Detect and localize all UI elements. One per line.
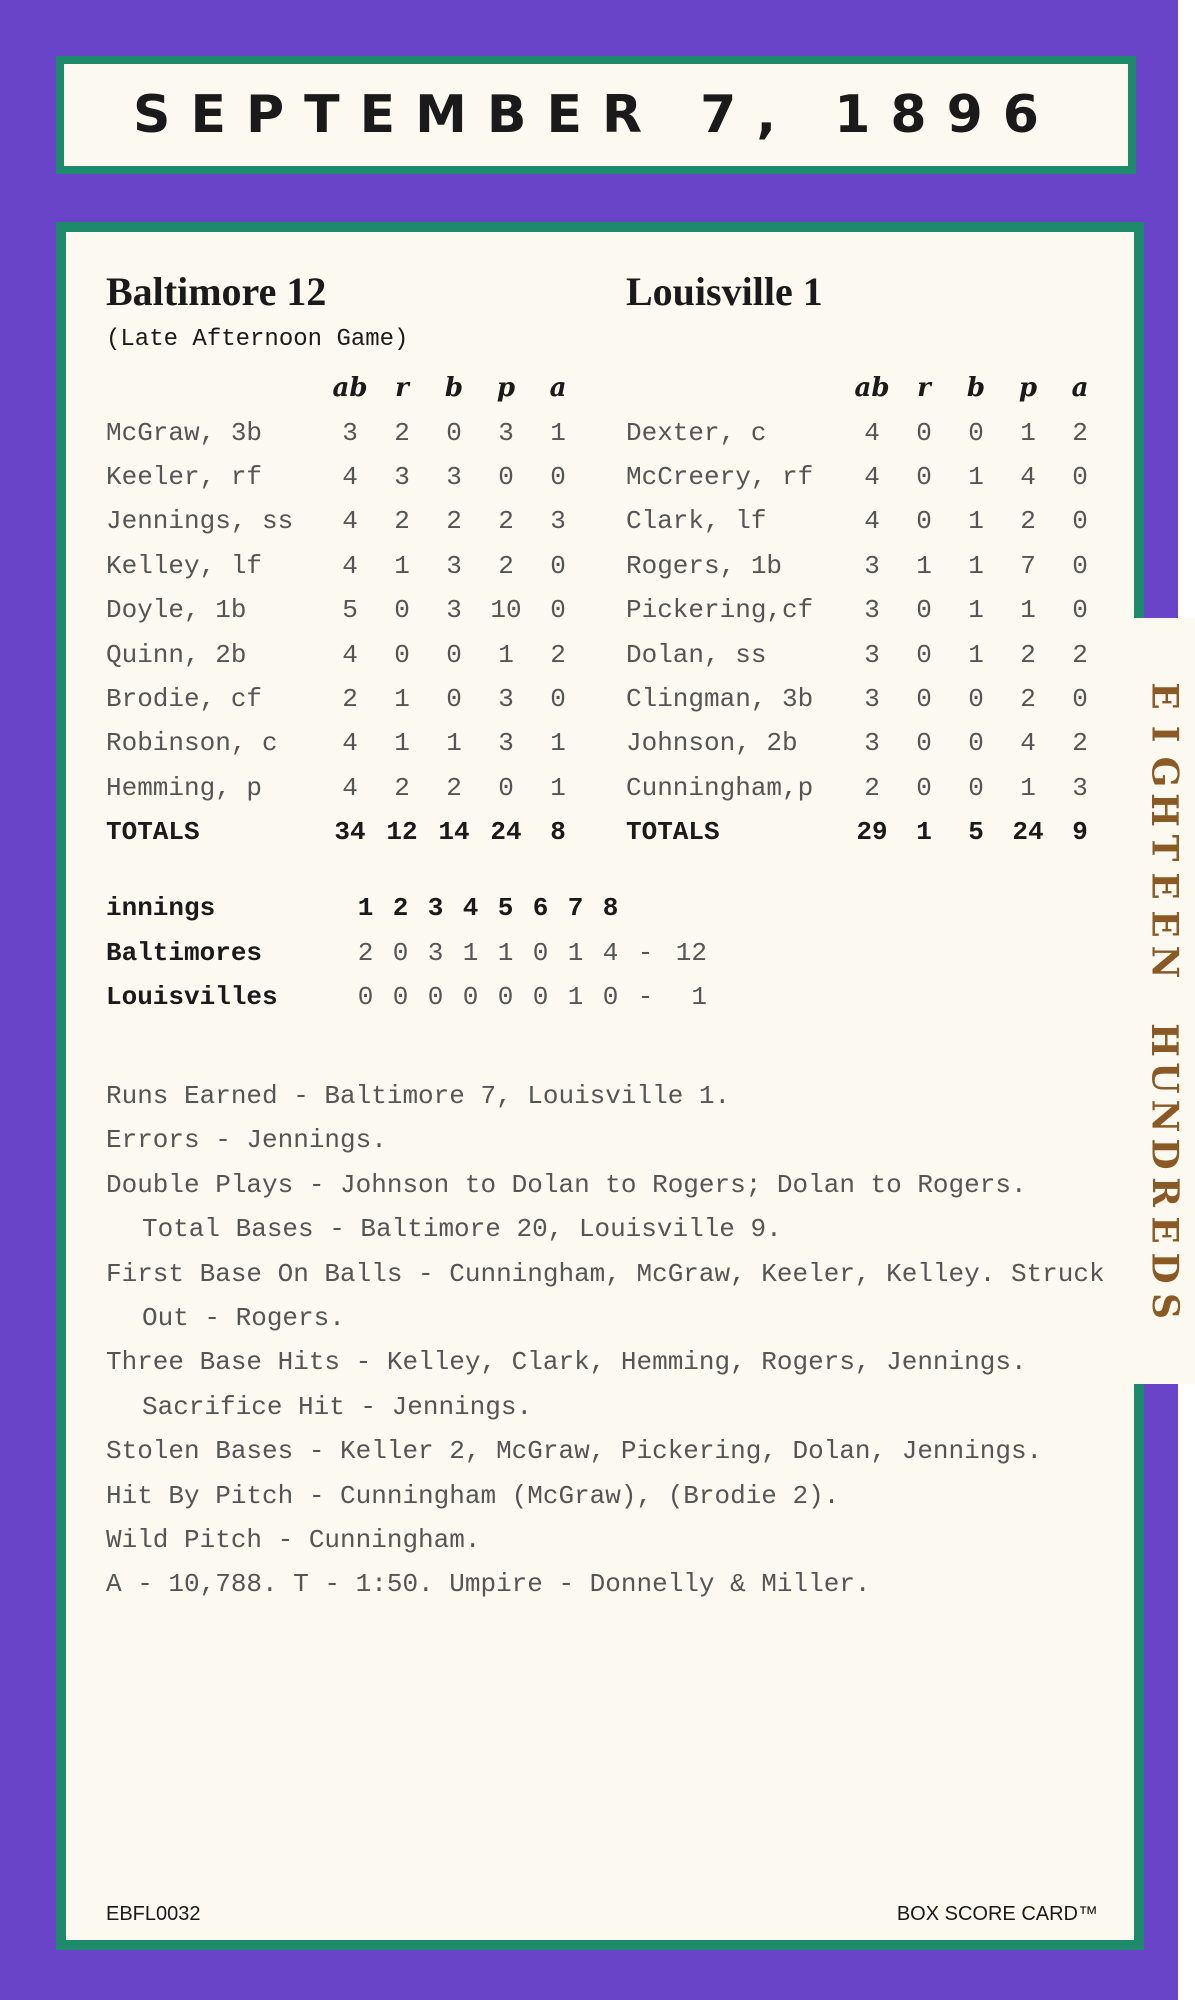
player-stat: 1 <box>394 728 410 759</box>
player-name: Robinson, c <box>106 728 278 759</box>
header-panel <box>64 64 1128 166</box>
player-stat: 7 <box>1020 550 1036 581</box>
inning-number: 7 <box>567 893 584 924</box>
player-stat: 0 <box>394 639 410 670</box>
inning-runs: 3 <box>427 937 444 968</box>
player-row <box>626 588 1106 632</box>
side-tab-letter: N <box>1143 1099 1186 1133</box>
side-tab-letter: E <box>1143 872 1186 900</box>
player-stat: 0 <box>1072 595 1088 626</box>
totals-label: TOTALS <box>626 817 720 848</box>
main-panel <box>66 232 1134 1940</box>
player-row <box>626 632 1106 676</box>
player-stat: 0 <box>916 417 932 448</box>
player-name: Dexter, c <box>626 417 767 448</box>
totals-stat: 9 <box>1072 817 1088 848</box>
player-name: Pickering,cf <box>626 595 814 626</box>
player-stat: 3 <box>498 728 514 759</box>
away-col-ab: ab <box>854 373 890 404</box>
home-team-name: Baltimore 12 <box>106 269 327 314</box>
player-stat: 1 <box>916 550 932 581</box>
inning-number: 2 <box>392 893 409 924</box>
away-col-a: a <box>1071 373 1089 404</box>
player-stat: 0 <box>968 728 984 759</box>
inning-runs: 0 <box>497 981 514 1012</box>
inning-runs: 0 <box>532 937 549 968</box>
player-stat: 1 <box>968 461 984 492</box>
totals-stat: 24 <box>490 817 522 848</box>
note-line: Stolen Bases - Keller 2, McGraw, Pickering, Dolan, Jennings. <box>106 1436 1043 1467</box>
note-line: Errors - Jennings. <box>106 1125 387 1156</box>
inning-runs: 0 <box>392 937 409 968</box>
player-name: Rogers, 1b <box>626 550 783 581</box>
player-stat: 0 <box>394 595 410 626</box>
totals-stat: 1 <box>916 817 932 848</box>
player-stat: 3 <box>864 728 880 759</box>
player-stat: 1 <box>550 417 566 448</box>
note-line: Three Base Hits - Kelley, Clark, Hemming, Rogers, Jennings. Sacrifice Hit - Jennings. <box>106 1347 1027 1422</box>
note-line: Wild Pitch - Cunningham. <box>106 1525 481 1556</box>
side-tab-letter: E <box>1143 910 1186 938</box>
player-stat: 0 <box>916 772 932 803</box>
side-tab-letter: D <box>1143 1138 1186 1170</box>
inning-number: 1 <box>357 893 374 924</box>
player-stat: 4 <box>342 728 358 759</box>
totals-stat: 5 <box>968 817 984 848</box>
player-stat: 3 <box>446 595 462 626</box>
away-col-p: p <box>1018 373 1038 404</box>
player-stat: 2 <box>1020 506 1036 537</box>
card-code: EBFL0032 <box>106 1903 201 1925</box>
side-tab-letter: N <box>1143 945 1186 979</box>
player-stat: 1 <box>394 550 410 581</box>
game-subtitle: (Late Afternoon Game) <box>106 326 409 353</box>
totals-stat: 34 <box>334 817 366 848</box>
player-stat: 5 <box>342 595 358 626</box>
player-stat: 0 <box>550 683 566 714</box>
player-row <box>626 410 1106 454</box>
player-stat: 3 <box>864 639 880 670</box>
player-stat: 0 <box>968 417 984 448</box>
inning-runs: 0 <box>427 981 444 1012</box>
player-stat: 2 <box>446 772 462 803</box>
totals-stat: 8 <box>550 817 566 848</box>
linescore-team: Baltimores <box>106 937 263 968</box>
player-stat: 3 <box>864 550 880 581</box>
player-stat: 3 <box>864 595 880 626</box>
home-col-r: r <box>395 373 409 404</box>
player-stat: 0 <box>916 683 932 714</box>
inning-runs: 2 <box>357 937 374 968</box>
player-stat: 0 <box>916 639 932 670</box>
player-stat: 1 <box>394 683 410 714</box>
note-line: Hit By Pitch - Cunningham (McGraw), (Brodie 2). <box>106 1480 840 1511</box>
inning-runs: 0 <box>602 981 619 1012</box>
note-line: First Base On Balls - Cunningham, McGraw, Keeler, Kelley. Struck Out - Rogers. <box>106 1258 1105 1334</box>
side-tab-letter: E <box>1143 682 1186 710</box>
home-col-b: b <box>444 373 464 404</box>
side-tab-letter: H <box>1143 1022 1186 1058</box>
totals-stat: 29 <box>856 817 888 848</box>
player-name: Jennings, ss <box>106 506 294 537</box>
away-box-table <box>626 366 1106 854</box>
linescore-team: Louisvilles <box>106 981 278 1012</box>
player-stat: 0 <box>446 417 462 448</box>
player-stat: 4 <box>864 461 880 492</box>
totals-row <box>106 810 584 854</box>
player-stat: 3 <box>394 461 410 492</box>
player-stat: 0 <box>916 595 932 626</box>
player-stat: 3 <box>342 417 358 448</box>
player-name: Hemming, p <box>106 772 263 803</box>
player-stat: 2 <box>394 772 410 803</box>
home-col-p: p <box>496 373 516 404</box>
side-tab-letter: R <box>1143 1177 1186 1207</box>
player-stat: 0 <box>498 461 514 492</box>
side-tab-letter: H <box>1143 792 1186 828</box>
player-stat: 2 <box>394 506 410 537</box>
player-stat: 1 <box>968 639 984 670</box>
away-col-r: r <box>917 373 931 404</box>
inning-number: 3 <box>427 893 444 924</box>
side-tab-letter: G <box>1143 756 1186 788</box>
totals-row <box>626 810 1106 854</box>
inning-runs: 0 <box>462 981 479 1012</box>
player-row <box>106 455 584 499</box>
home-col-a: a <box>549 373 567 404</box>
player-stat: 0 <box>1072 461 1088 492</box>
linescore-dash: - <box>637 937 654 968</box>
player-stat: 2 <box>1072 417 1088 448</box>
player-stat: 1 <box>550 772 566 803</box>
linescore-row <box>106 930 707 974</box>
player-stat: 2 <box>550 639 566 670</box>
player-stat: 0 <box>550 595 566 626</box>
player-name: Clingman, 3b <box>626 683 814 714</box>
player-stat: 1 <box>1020 417 1036 448</box>
side-tab-letter: I <box>1143 725 1186 743</box>
inning-runs: 4 <box>602 937 619 968</box>
player-stat: 4 <box>864 417 880 448</box>
player-stat: 1 <box>498 639 514 670</box>
player-stat: 4 <box>864 506 880 537</box>
player-stat: 3 <box>864 683 880 714</box>
away-col-b: b <box>966 373 986 404</box>
main-frame <box>56 222 1144 1950</box>
player-stat: 1 <box>968 595 984 626</box>
player-stat: 2 <box>864 772 880 803</box>
inning-number: 5 <box>497 893 514 924</box>
player-stat: 3 <box>550 506 566 537</box>
player-name: McCreery, rf <box>626 461 814 492</box>
player-stat: 1 <box>1020 595 1036 626</box>
side-tab-letter: E <box>1143 1216 1186 1244</box>
home-box-table <box>106 366 584 854</box>
side-tab-letter: T <box>1143 834 1186 862</box>
home-header-row <box>106 366 584 410</box>
player-stat: 3 <box>498 683 514 714</box>
player-row <box>626 721 1106 765</box>
inning-runs: 0 <box>392 981 409 1012</box>
player-stat: 4 <box>342 639 358 670</box>
innings-header-row <box>106 886 707 930</box>
side-tab-letter: S <box>1143 1293 1186 1319</box>
innings-label: innings <box>106 893 216 924</box>
player-stat: 1 <box>446 728 462 759</box>
game-notes <box>106 1074 1106 1607</box>
player-stat: 2 <box>1072 639 1088 670</box>
player-name: Brodie, cf <box>106 683 263 714</box>
player-row <box>106 588 584 632</box>
player-stat: 2 <box>498 506 514 537</box>
player-stat: 1 <box>968 550 984 581</box>
player-stat: 4 <box>1020 728 1036 759</box>
player-row <box>106 677 584 721</box>
player-name: Cunningham,p <box>626 772 814 803</box>
side-tab-letter: U <box>1143 1062 1186 1094</box>
player-row <box>626 544 1106 588</box>
player-stat: 4 <box>342 506 358 537</box>
inning-runs: 1 <box>567 981 584 1012</box>
player-stat: 0 <box>968 772 984 803</box>
player-stat: 3 <box>446 550 462 581</box>
era-side-tab <box>1134 618 1195 1384</box>
player-stat: 0 <box>1072 506 1088 537</box>
player-name: McGraw, 3b <box>106 417 263 448</box>
player-name: Kelley, lf <box>106 550 263 581</box>
note-line: Runs Earned - Baltimore 7, Louisville 1. <box>106 1081 731 1111</box>
linescore-dash: - <box>637 981 654 1012</box>
player-name: Clark, lf <box>626 506 767 537</box>
player-stat: 0 <box>1072 683 1088 714</box>
linescore-table <box>106 886 707 1019</box>
player-stat: 2 <box>342 683 358 714</box>
player-stat: 4 <box>342 461 358 492</box>
totals-label: TOTALS <box>106 817 200 848</box>
card-brand: BOX SCORE CARD™ <box>896 1903 1098 1925</box>
player-stat: 3 <box>446 461 462 492</box>
player-row <box>106 410 584 454</box>
player-stat: 0 <box>446 639 462 670</box>
player-stat: 0 <box>916 728 932 759</box>
player-name: Keeler, rf <box>106 461 263 492</box>
player-name: Quinn, 2b <box>106 639 247 670</box>
player-row <box>626 766 1106 810</box>
card-date-title: SEPTEMBER 7, 1896 <box>133 85 1059 145</box>
player-stat: 2 <box>1072 728 1088 759</box>
player-stat: 4 <box>1020 461 1036 492</box>
home-col-ab: ab <box>332 373 368 404</box>
away-team-name: Louisville 1 <box>626 269 823 314</box>
player-stat: 0 <box>1072 550 1088 581</box>
inning-runs: 1 <box>567 937 584 968</box>
player-stat: 2 <box>1020 683 1036 714</box>
player-row <box>626 499 1106 543</box>
away-header-row <box>626 366 1106 410</box>
player-stat: 4 <box>342 550 358 581</box>
player-stat: 2 <box>1020 639 1036 670</box>
player-stat: 3 <box>1072 772 1088 803</box>
player-row <box>106 721 584 765</box>
player-name: Johnson, 2b <box>626 728 798 759</box>
inning-runs: 0 <box>532 981 549 1012</box>
player-stat: 0 <box>550 550 566 581</box>
player-stat: 0 <box>916 506 932 537</box>
player-stat: 0 <box>916 461 932 492</box>
linescore-row <box>106 975 707 1019</box>
player-stat: 2 <box>498 550 514 581</box>
player-row <box>106 544 584 588</box>
player-row <box>106 499 584 543</box>
player-name: Doyle, 1b <box>106 595 247 626</box>
player-row <box>626 455 1106 499</box>
side-tab-letter: D <box>1143 1252 1186 1284</box>
player-row <box>106 632 584 676</box>
player-stat: 3 <box>498 417 514 448</box>
player-stat: 1 <box>1020 772 1036 803</box>
player-stat: 10 <box>490 595 522 626</box>
player-stat: 1 <box>968 506 984 537</box>
player-stat: 2 <box>446 506 462 537</box>
player-stat: 0 <box>446 683 462 714</box>
inning-number: 4 <box>462 893 479 924</box>
player-name: Dolan, ss <box>626 639 767 670</box>
header-frame <box>56 56 1136 174</box>
inning-number: 6 <box>532 893 549 924</box>
player-stat: 0 <box>498 772 514 803</box>
inning-runs: 0 <box>357 981 374 1012</box>
inning-runs: 1 <box>462 937 479 968</box>
totals-stat: 14 <box>438 817 470 848</box>
player-stat: 0 <box>550 461 566 492</box>
totals-stat: 24 <box>1012 817 1044 848</box>
linescore-total: 12 <box>675 937 707 968</box>
note-line: A - 10,788. T - 1:50. Umpire - Donnelly & Miller. <box>106 1569 871 1600</box>
player-row <box>626 677 1106 721</box>
player-row <box>106 766 584 810</box>
inning-runs: 1 <box>497 937 514 968</box>
totals-stat: 12 <box>386 817 418 848</box>
inning-number: 8 <box>602 893 619 924</box>
note-line: Double Plays - Johnson to Dolan to Rogers; Dolan to Rogers. Total Bases - Baltimore 20, Louisville 9. <box>106 1169 1027 1245</box>
player-stat: 2 <box>394 417 410 448</box>
player-stat: 1 <box>550 728 566 759</box>
player-stat: 0 <box>968 683 984 714</box>
linescore-total: 1 <box>691 981 707 1012</box>
player-stat: 4 <box>342 772 358 803</box>
